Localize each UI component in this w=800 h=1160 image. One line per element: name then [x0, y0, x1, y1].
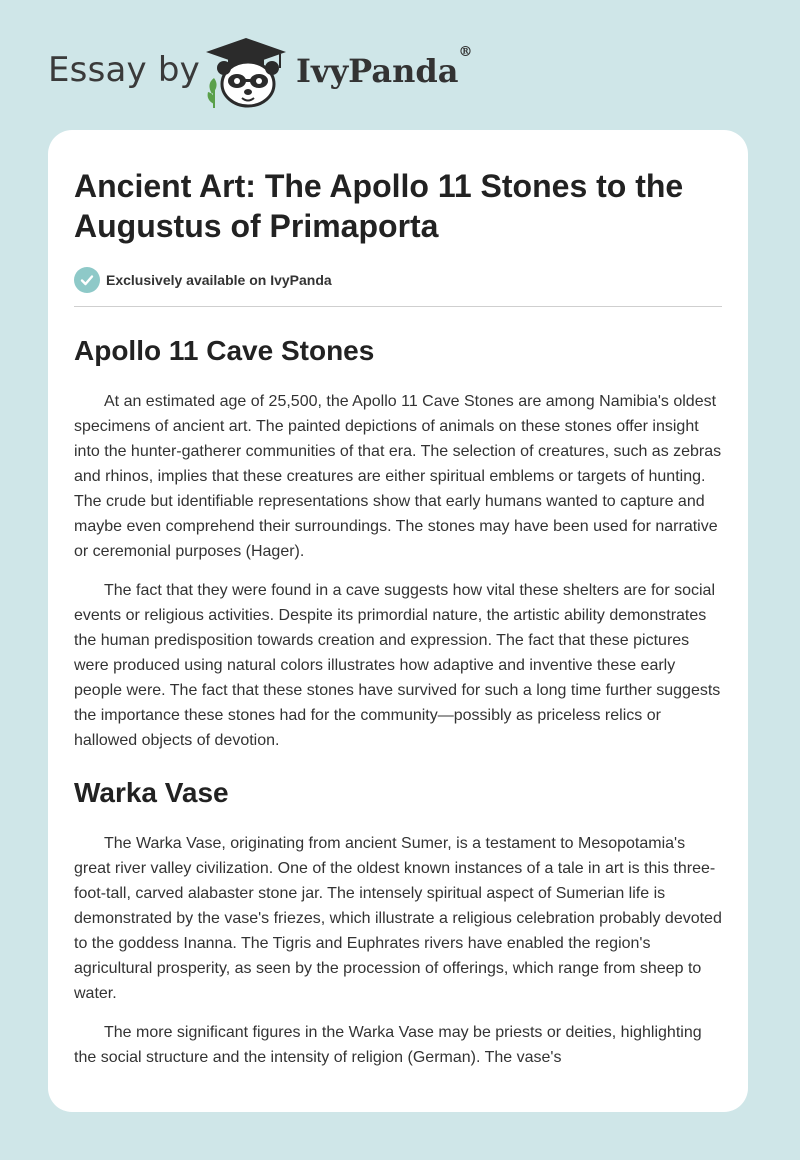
page-title: Ancient Art: The Apollo 11 Stones to the Augustus of Primaporta [74, 168, 684, 244]
panda-graduate-icon[interactable] [202, 34, 290, 110]
paragraph: At an estimated age of 25,500, the Apollo 11 Cave Stones are among Namibia's oldest specimens of ancient art. The painted depictions of animals on these stones offer insight into the hunter-gatherer communities of that era. The selection of creatures, such as zebras and rhinos, implies that these creatures are either spiritual emblems or targets of hunting. The crude but identifiable representations show that early humans wanted to capture and maybe even comprehend their surroundings. The stones may have been used for narrative or ceremonial purposes (Hager). [74, 393, 722, 560]
brand-name[interactable] [296, 44, 473, 90]
brand-text: IvyPanda [296, 52, 459, 90]
registered-mark: ® [458, 44, 473, 61]
essay-by-label: Essay by [48, 50, 200, 90]
site-header [48, 34, 508, 114]
paragraph: The Warka Vase, originating from ancient Sumer, is a testament to Mesopotamia's great river valley civilization. One of the oldest known instances of a tale in art is this three-foot-tall, carved alabaster stone jar. The intensely spiritual aspect of Sumerian life is demonstrated by the vase's friezes, which illustrate a religious celebration probably devoted to the goddess Inanna. The Tigris and Euphrates rivers have enabled the region's agricultural prosperity, as seen by the procession of offerings, which range from sheep to water. [74, 835, 722, 1002]
exclusive-text: Exclusively available on IvyPanda [106, 272, 332, 288]
check-icon [74, 267, 100, 293]
paragraph: The more significant figures in the Warka Vase may be priests or deities, highlighting the social structure and the intensity of religion (German). The vase's [74, 1024, 702, 1066]
paragraph: The fact that they were found in a cave suggests how vital these shelters are for social events or religious activities. Despite its primordial nature, the artistic ability demonstrates the human predisposition towards creation and expression. The fact that these pictures were produced using natural colors illustrates how adaptive and inventive these early people were. The fact that these stones have survived for such a long time further suggests the importance these stones had for the community—possibly as priceless relics or hallowed objects of devotion. [74, 582, 721, 749]
section-heading: Warka Vase [74, 777, 229, 808]
divider [74, 306, 722, 307]
essay-card [48, 130, 748, 1112]
exclusive-badge [74, 266, 722, 294]
section-heading: Apollo 11 Cave Stones [74, 335, 375, 366]
